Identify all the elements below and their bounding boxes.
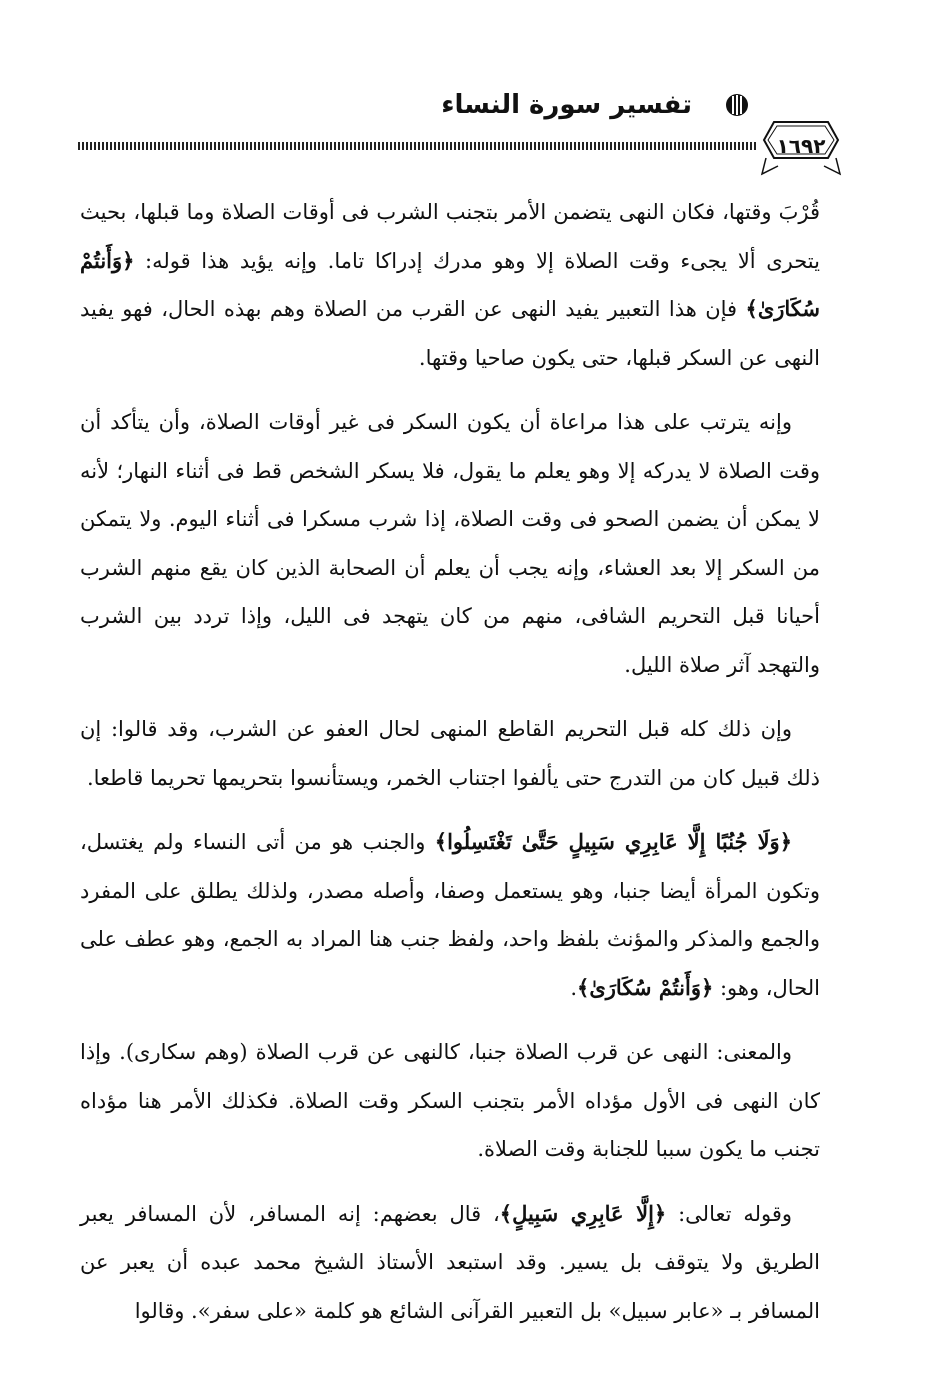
text-segment: ، قال بعضهم: إنه المسافر، لأن المسافر يعبر الطريق ولا يتوقف بل يسير. وقد استبعد الأستاذ الشيخ محمد عبده أن يعبر عن المسافر بـ «عابر سبيل» بل التعبير القرآنى الشائع هو كلمة «على سفر». وقالوا [80, 1201, 820, 1323]
text-segment: والجنب هو من أتى النساء ولم يغتسل، وتكون المرأة أيضا جنبا، وهو يستعمل وصفا، وأصله مصدر، ولذلك يطلق على المفرد والجمع والمذكر والمؤنث بلفظ واحد، ولفظ جنب هنا المراد به الجمع، وهو عطف على الحال، وهو: [80, 830, 820, 1000]
quran-quote: ﴿وَأَنتُمْ سُكَارَىٰ﴾ [577, 974, 714, 1000]
ornament-icon [724, 92, 750, 118]
paragraph [80, 705, 820, 802]
quran-quote: ﴿وَلَا جُنُبًا إِلَّا عَابِرِي سَبِيلٍ حَتَّىٰ تَغْتَسِلُوا﴾ [434, 829, 792, 854]
text-segment: فإن هذا التعبير يفيد النهى عن القرب من الصلاة وهم بهذه الحال، فهو يفيد النهى عن السكر قبلها، حتى يكون صاحيا وقتها. [80, 297, 820, 370]
paragraph [80, 1190, 820, 1336]
text-segment: . [570, 975, 578, 1000]
page-number: ١٦٩٢ [776, 134, 826, 158]
text-segment: وقوله تعالى: [666, 1201, 793, 1226]
quran-quote: ﴿إِلَّا عَابِرِي سَبِيلٍ﴾ [499, 1200, 667, 1226]
quran-quote: ﴿وَأَنتُمْ سُكَارَىٰ﴾ [80, 247, 820, 321]
body-text [80, 188, 820, 1351]
text-segment: وإنه يترتب على هذا مراعاة أن يكون السكر فى غير أوقات الصلاة، وأن يتأكد أن وقت الصلاة لا يدركه إلا وهو يعلم ما يقول، فلا يسكر الشخص قط فى أثناء النهار؛ لأنه لا يمكن أن يضمن الصحو فى وقت الصلاة، إذا شرب مسكرا فى أثناء اليوم. ولا يتمكن من السكر إلا بعد العشاء، وإنه يجب أن يعلم أن الصحابة الذين كان يقع منهم الشرب أحيانا قبل التحريم الشافى، منهم من كان يتهجد فى الليل، وإذا تردد بين الشرب والتهجد آثر صلاة الليل. [80, 410, 820, 677]
text-segment: والمعنى: النهى عن قرب الصلاة جنبا، كالنهى عن قرب الصلاة (وهم سكارى). وإذا كان النهى فى الأول مؤداه الأمر بتجنب السكر وقت الصلاة. فكذلك الأمر هنا مؤداه تجنب ما يكون سببا للجنابة وقت الصلاة. [80, 1040, 820, 1161]
header-rule [78, 142, 758, 150]
paragraph [80, 818, 820, 1012]
text-segment: قُرْبَ وقتها، فكان النهى يتضمن الأمر بتجنب الشرب فى أوقات الصلاة وما قبلها، بحيث يتحرى ألا يجىء وقت الصلاة إلا وهو مدرك إدراكا تاما. وإنه يؤيد هذا قوله: [80, 200, 820, 273]
page-header [80, 86, 840, 126]
running-title: تفسير سورة النساء [441, 90, 692, 120]
text-segment: وإن ذلك كله قبل التحريم القاطع المنهى لحال العفو عن الشرب، وقد قالوا: إن ذلك قبيل كان من التدرج حتى يألفوا اجتناب الخمر، ويستأنسوا بتحريمها تحريما قاطعا. [80, 717, 820, 790]
paragraph [80, 1028, 820, 1174]
paragraph [80, 398, 820, 689]
paragraph [80, 188, 820, 382]
